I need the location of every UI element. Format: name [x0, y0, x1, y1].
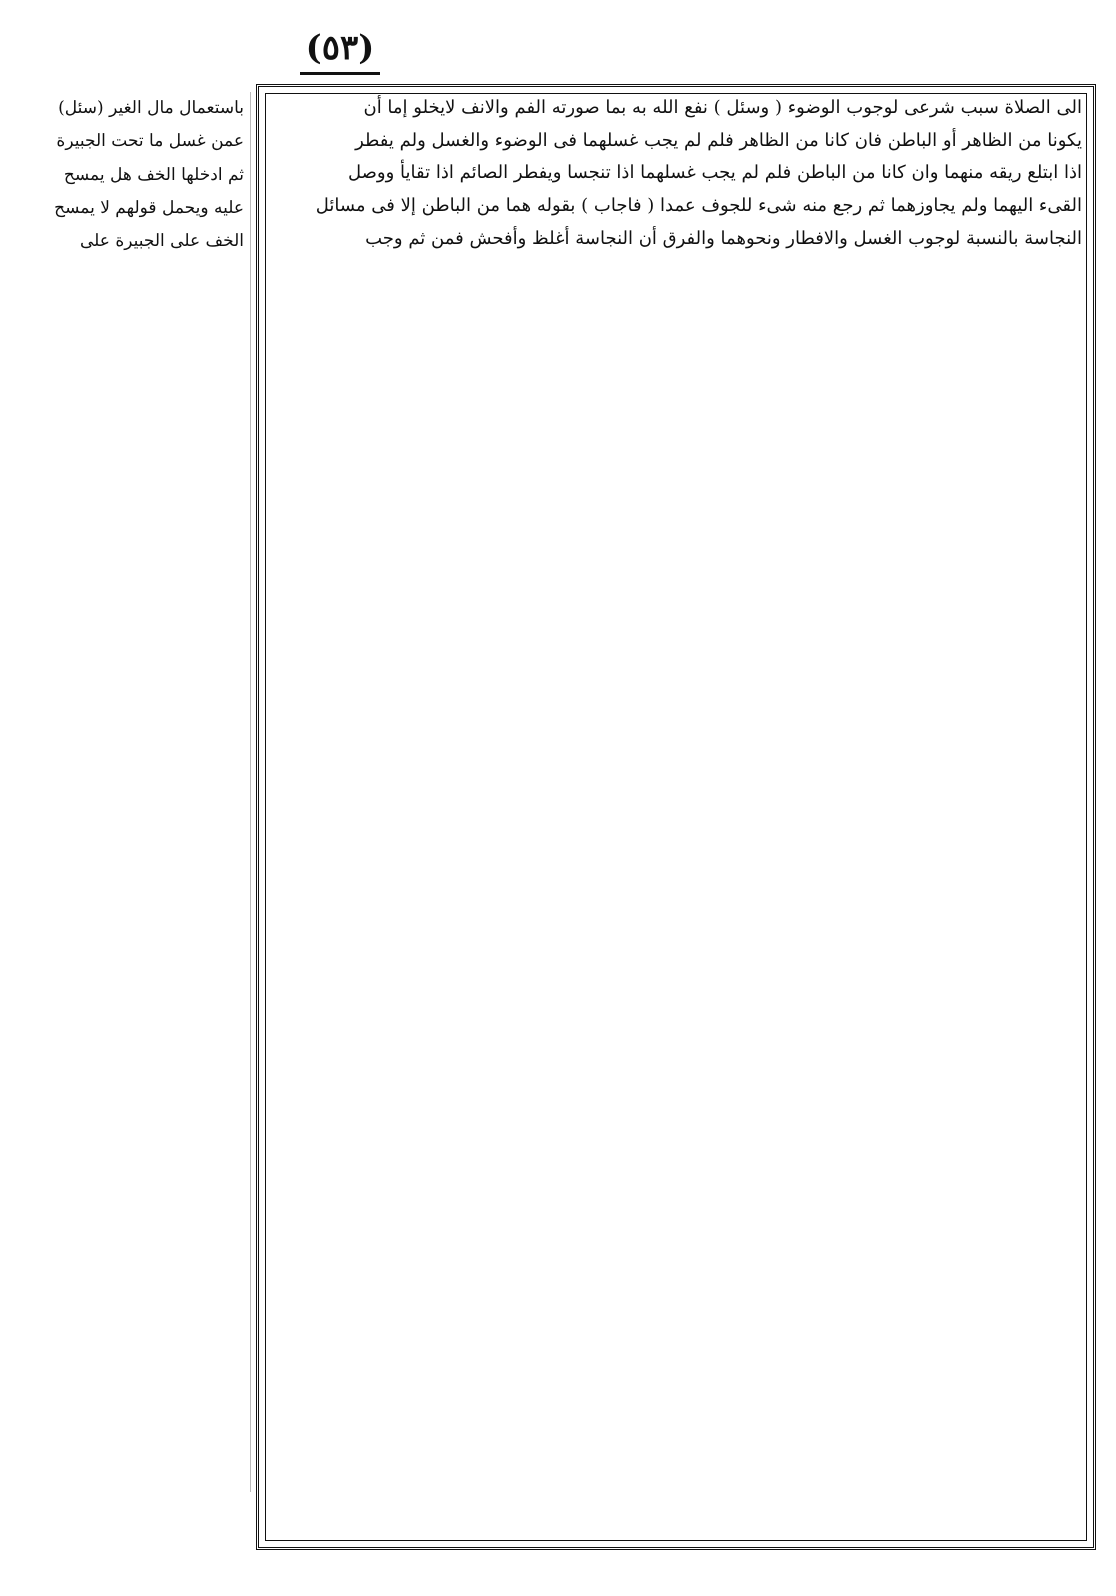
margin-text-line: ثم ادخلها الخف هل يمسح	[63, 164, 244, 185]
main-text-column	[270, 92, 1082, 1532]
main-text-line: النجاسة بالنسبة لوجوب الغسل والافطار ونحوهما والفرق أن النجاسة أغلظ وأفحش فمن ثم وجب	[365, 227, 1082, 249]
margin-text-line: عليه ويحمل قولهم لا يمسح	[54, 197, 244, 218]
margin-divider	[250, 92, 251, 1492]
page-number: (٥٣)	[305, 28, 375, 68]
margin-text-line: عمن غسل ما تحت الجبيرة	[56, 131, 244, 152]
main-text-line: اذا ابتلع ريقه منهما وان كانا من الباطن فلم لم يجب غسلهما اذا تنجسا ويفطر الصائم اذا تقايأ ووصل	[348, 162, 1082, 184]
main-text-line: الى الصلاة سبب شرعى لوجوب الوضوء ( وسئل ) نفع الله به بما صورته الفم والانف لايخلو إما أن	[363, 97, 1082, 118]
main-text-line: القىء اليهما ولم يجاوزهما ثم رجع منه شىء للجوف عمدا ( فاجاب ) بقوله هما من الباطن إلا فى مسائل	[315, 195, 1082, 217]
margin-text-column	[22, 92, 244, 1492]
margin-text-line: الخف على الجبيرة على	[80, 231, 244, 252]
page-number-rule	[300, 72, 380, 75]
main-text-line: يكونا من الظاهر أو الباطن فان كانا من الظاهر فلم لم يجب غسلهما فى الوضوء والغسل ولم يفطر	[355, 129, 1082, 151]
margin-text-line: باستعمال مال الغير (سئل)	[58, 98, 244, 118]
